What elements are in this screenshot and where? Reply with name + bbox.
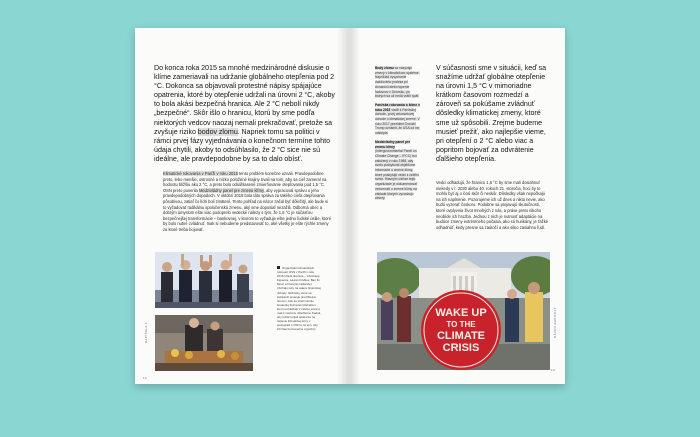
glossary-term: Body zlomu xyxy=(375,66,394,70)
lead-text-part: . Napriek tomu sa politici v rámci prvej fázy vyjednávania o konečnom termíne tohto údaja chytili, akoby to odsúhlasilo, že 2 °C sice nie sú ideálne, ale pravdepodobne by sa to dalo obísť. xyxy=(154,127,331,163)
sign-text-line4: CRISIS xyxy=(442,342,480,354)
highlighted-term: Klimatické rokovania v Paríži v roku 2015 xyxy=(163,171,238,176)
sign-text-line2: TO THE xyxy=(446,320,476,329)
body-text-part: , aby vypracoval správu o jeho pravdepodobných dopadoch. V októbri 2018 bola táto správa za takého cieľa otepľovania pôsobivou, zatiaľ čo lídri boli zmätení. Tento pohľad na názor začal byť dôležitý, ale bude si to vyžadovať radikálnu spoločenskú zmenu, aký sme doposiaľ nezažili. Odborná obec a dobrým úmyslom ešte viac podoprelo vedecké nálezy s tým, že 1,5 °C je súčasťou bezpečnejšej transformácie – bankovnej, v ktorom to vyžaduje ešte jedno ľudské úsilie, ktoré by bolo nutné zvládnuť. Inak si nebudeme predstavovať to, aké všetky je ešte rýchle zmeny za ktoré treba bojovať. xyxy=(163,187,331,232)
left-page xyxy=(135,28,350,384)
right-body-text: Vedci odhadujú, že hranicu 1,5 °C by sme mali dosiahnuť niekedy v r. 2030 alebo 40. rokoch 21. storočia, hoci by to mohlo byť aj o čosi skôr či neskôr. Dôsledky však nepočkajú na ich naplnenie. Pozorujeme ich už dnes a nikto nevie, ako budú vyzerať čoskoro. Podobne sa prejavujú skutočnosti, ktoré ovplyvnia život mnohých z nás, a práve preto nikoho neobíde ich hrozba. Jednou z nich je nutnosť adaptácie na budúce zmeny extrémneho počasia, ako sú hurikány, je ťažké odhadnúť, kedy presne sa zaútočí a ako silno zasiahnu ľudí. xyxy=(436,180,549,230)
photo-caption xyxy=(277,266,321,332)
right-folio: 13 xyxy=(551,368,555,372)
left-body-text xyxy=(163,171,331,233)
paris-summit-illustration xyxy=(155,252,253,308)
sign-text-line3: CLIMATE xyxy=(436,330,486,342)
glossary-definition: viedli k Parížskej dohode, prvej celosvetovej dohode o klimatickej zmene. V roku 2017 prezident Donald Trump oznámil, že USA od nej odstúpia. xyxy=(375,107,420,136)
left-running-head: KAPITOLA 1 xyxy=(144,322,148,343)
glossary-sidebar xyxy=(375,66,421,205)
highlighted-term: bodov zlomu xyxy=(197,127,238,136)
glossary-term: Medzivládny panel pre zmenu klímy xyxy=(375,139,411,149)
sign-text-line1: WAKE UP xyxy=(435,307,487,319)
right-running-head: NÁZOV KAPITOLY xyxy=(553,306,557,338)
open-book xyxy=(135,28,565,384)
glossary-term: Parížska rokovania o klíme v roku 2015 xyxy=(375,102,420,112)
caption-text: Organizátori klimatických rokovaní OSN v Paríži v roku 2015 (zľava doprava – Christiana Figueres, Laurent Fabius, Ban Ki-Moon a François Hollande) zdvíhajú ruky na oslavu historickej dohody. Aktivistky, ktoré sa zúčastnili protestu pred Bielym domom, kde sa stretli minulo študentky Extinction Rebellion, ktorí pochádzajú z celého sveta a mali k niečomu dôležitému žiadali, aby politici prijali opatrenia na riešenie klimatickej krízy v spolupráci s OSN a na tom, aby ich hlas bol konečne vypočutý. xyxy=(277,266,321,332)
glossary-entry xyxy=(375,66,421,99)
climate-protest-photo xyxy=(377,252,550,370)
paris-summit-photo xyxy=(155,252,253,308)
left-folio: 12 xyxy=(143,376,147,380)
glossary-entry xyxy=(375,103,421,136)
glossary-entry xyxy=(375,140,421,201)
protest-photo xyxy=(155,315,253,371)
left-lead-text xyxy=(154,64,336,164)
right-lead-text: V súčasnosti sme v situácii, keď sa snažíme udržať globálne otepľenie na úrovni 1,5 °C v mimoriadne krátkom časovom rozmedzí a zároveň sa pokúšame zvládnuť dôsledky klimatickej zmeny, ktoré sme už spôsobili. Zrejme budeme musieť prežiť, ako najlepšie vieme, pri otepľení o 2 °C alebo viac a popritom bojovať za odvrátenie ďalšieho otepľenia. xyxy=(436,64,547,163)
caption-marker-icon xyxy=(277,266,280,269)
body-text-part: tento problém konečne uznali. Pravdepodobne preto, lebo menšie, ostrovné a nízko položené krajiny trvali na tom, aby sa cieľ zameral na hodnotu bližšiu ako 2 °C, a preto bolo odsúhlasené zmierňovanie otepľovania pod 1,5 °C. OSN preto poverila xyxy=(163,171,327,193)
highlighted-term: Medzivládny panel pre zmenu klímy xyxy=(198,187,264,193)
lead-text-part: Do konca roka 2015 sa mnohé medzinárodné diskusie o klíme zameriavali na udržanie globálneho otepľenia pod 2 °C. Dokonca sa objavovali protestné nápisy spájajúce opatrenia, ktoré by otepľenie udržali na úrovni 2 °C, akoby to bola akási bezpečná hranica. Ale 2 °C nebolí nikdy „bezpečné“. Skôr išlo o hranicu, ktorú by sme podľa niektorých vedcov naozaj nemali prekračovať, pretože sa zvyšuje riziko xyxy=(154,64,335,136)
protest-illustration xyxy=(155,315,253,371)
climate-protest-illustration xyxy=(377,252,550,370)
glossary-definition: (Intergovernmental Panel on Climate Change – IPCC) bol založený v roku 1988, aby svetu poskytoval objektívne informácie o zmene klímy, ktoré poskytujú vedci z celého sveta. Hlavným cieľom tejto organizácie je dokumentovať vedomosti o zmene klímy na základe ktorých vyvodzujú závery. xyxy=(375,149,419,201)
glossary-definition: sa nazývajú zmeny v klimatickom systéme. Napríklad vysychanie dažďového pralesa pri Amazónii alebo topenie ľadovcov v Grónsku, po ktorých sa už nedá vrátiť späť. xyxy=(375,66,420,99)
